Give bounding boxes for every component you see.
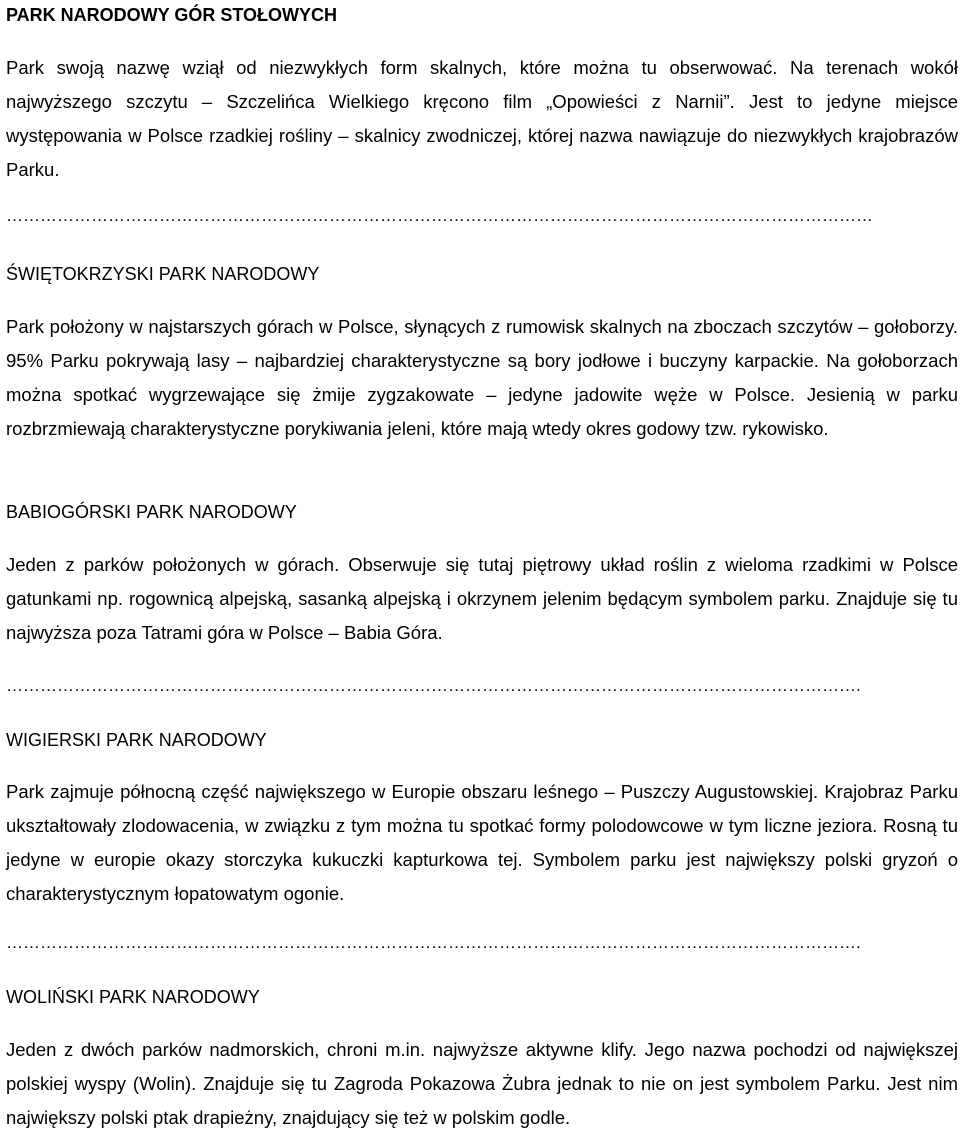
section-text-babiogorski: Jeden z parków położonych w górach. Obserwuje się tutaj piętrowy układ roślin z wieloma rzadkimi w Polsce gatunkami np. rogownicą alpejską, sasanką alpejską i okrzynem jelenim będącym symbolem parku. Znajduje się tu najwyższa poza Tatrami góra w Polsce – Babia Góra. xyxy=(6,554,958,643)
section-text-swietokrzyski: Park położony w najstarszych górach w Polsce, słynących z rumowisk skalnych na zboczach szczytów – gołoborzy. 95% Parku pokrywają lasy – najbardziej charakterystyczne są bory jodłowe i buczyny karpackie. Na gołoborzach można spotkać wygrzewające się żmije zygzakowate – jedyne jadowite węże w Polsce. Jesienią w parku rozbrzmiewają charakterystyczne porykiwania jeleni, które mają wtedy okres godowy tzw. rykowisko. xyxy=(6,316,958,439)
section-heading-wolinski: WOLIŃSKI PARK NARODOWY xyxy=(6,987,260,1007)
section-heading-babiogorski: BABIOGÓRSKI PARK NARODOWY xyxy=(6,502,297,522)
section-text-wigierski: Park zajmuje północną część największego w Europie obszaru leśnego – Puszczy Augustowskiej. Krajobraz Parku ukształtowały zlodowacenia, w związku z tym można tu spotkać formy polodowcowe w tym liczne jeziora. Rosną tu jedyne w europie okazy storczyka kukuczki kapturkowa tej. Symbolem parku jest największy polski gryzoń o charakterystycznym łopatowatym ogonie. xyxy=(6,781,958,904)
separator-dots-1: ……………………………………………………………………………………………………………………………………… xyxy=(6,206,873,225)
section-heading-wigierski: WIGIERSKI PARK NARODOWY xyxy=(6,730,267,750)
section-heading-gor-stolowych: PARK NARODOWY GÓR STOŁOWYCH xyxy=(6,5,338,25)
section-heading-swietokrzyski: ŚWIĘTOKRZYSKI PARK NARODOWY xyxy=(6,264,320,284)
separator-dots-2: ……………………………………………………………………………………………………………………………………. xyxy=(6,676,861,695)
separator-dots-3: ……………………………………………………………………………………………………………………………………. xyxy=(6,933,861,952)
section-text-wolinski: Jeden z dwóch parków nadmorskich, chroni m.in. najwyższe aktywne klify. Jego nazwa pochodzi od największej polskiej wyspy (Wolin). Znajduje się tu Zagroda Pokazowa Żubra jednak to nie on jest symbolem Parku. Jest nim największy polski ptak drapieżny, znajdujący się też w polskim godle. xyxy=(6,1039,958,1128)
section-text-gor-stolowych: Park swoją nazwę wziął od niezwykłych form skalnych, które można tu obserwować. Na terenach wokół najwyższego szczytu – Szczelińca Wielkiego kręcono film „Opowieści z Narnii”. Jest to jedyne miejsce występowania w Polsce rzadkiej rośliny – skalnicy zwodniczej, której nazwa nawiązuje do niezwykłych krajobrazów Parku. xyxy=(6,57,958,180)
